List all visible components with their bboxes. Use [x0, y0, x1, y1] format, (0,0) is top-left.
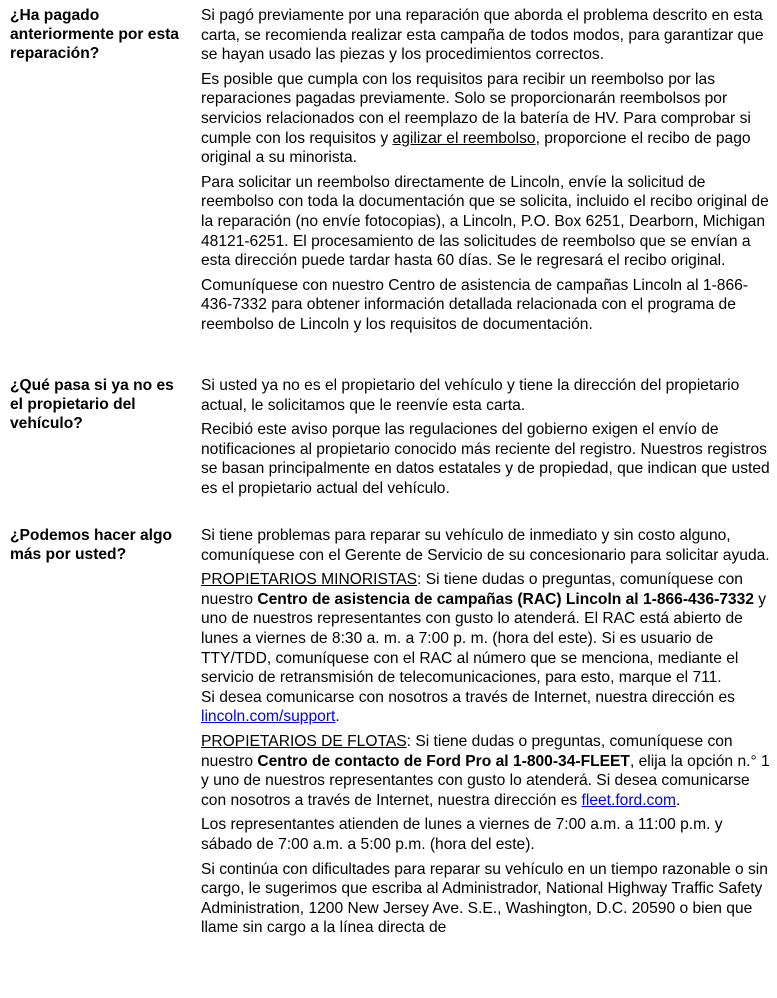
- paragraph: Si pagó previamente por una reparación que aborda el problema descrito en esta carta, se recomienda realizar esta campaña de todos modos, para garantizar que se hayan usado las piezas y los procedimientos correctos.: [201, 7, 764, 64]
- answer-prior-payment: [201, 6, 773, 340]
- paragraph: Para solicitar un reembolso directamente de Lincoln, envíe la solicitud de reembolso con toda la documentación que se solicita, incluido el recibo original de la reparación (no envíe fotocopias), a Lincoln, P.O. Box 6251, Dearborn, Michigan 48121-6251. El procesamiento de las solicitudes de reembolso que se envían a esta dirección puede tardar hasta 60 días. Se le regresará el recibo original.: [201, 173, 769, 270]
- fleet-owners-paragraph: PROPIETARIOS DE FLOTAS: Si tiene dudas o preguntas, comuníquese con nuestro Centro de contacto de Ford Pro al 1-800-34-FLEET, elija la opción n.° 1 y uno de nuestros representantes con gusto lo atenderá. Si desea comunicarse con nosotros a través de Internet, nuestra dirección es fleet.ford.com.: [201, 732, 770, 809]
- retail-owners-paragraph: PROPIETARIOS MINORISTAS: Si tiene dudas o preguntas, comuníquese con nuestro Centro de asistencia de campañas (RAC) Lincoln al 1-866-436-7332 y uno de nuestros representantes con gusto lo atenderá. El RAC está abierto de lunes a viernes de 8:30 a. m. a 7:00 p. m. (hora del este). Si es usuario de TTY/TDD, comuníquese con el RAC al número que se menciona, mediante el servicio de retransmisión de telecomunicaciones, para esto, marque el 711.: [201, 571, 767, 687]
- paragraph: Si tiene problemas para reparar su vehículo de inmediato y sin costo alguno, comuníquese con el Gerente de Servicio de su concesionario para solicitar ayuda.: [201, 527, 770, 564]
- internet-paragraph: Si desea comunicarse con nosotros a través de Internet, nuestra dirección es lincoln.com/support.: [201, 688, 735, 726]
- paragraph: Es posible que cumpla con los requisitos para recibir un reembolso por las reparaciones pagadas previamente. Solo se proporcionarán reembolsos por servicios relacionados con el reemplazo de la batería de HV. Para comprobar si cumple con los requisitos y agilizar el reembolso, proporcione el recibo de pago original a su minorista.: [201, 70, 751, 167]
- paragraph: Recibió este aviso porque las regulaciones del gobierno exigen el envío de notificaciones al propietario conocido más reciente del registro. Nuestros registros se basan principalmente en datos estatales y de propiedad, que indican que usted es el propietario actual del vehículo.: [201, 421, 770, 497]
- fleet-owners-label: PROPIETARIOS DE FLOTAS: [201, 732, 407, 750]
- question-not-owner: ¿Qué pasa si ya no es el propietario del vehículo?: [10, 377, 174, 432]
- paragraph: Si continúa con dificultades para reparar su vehículo en un tiempo razonable o sin cargo, le sugerimos que escriba al Administrador, National Highway Traffic Safety Administration, 1200 New Jersey Ave. S.E., Washington, D.C. 20590 o bien que llame sin cargo a la línea directa de: [201, 860, 768, 937]
- fleet-ford-link[interactable]: fleet.ford.com: [581, 791, 676, 809]
- paragraph: Los representantes atienden de lunes a viernes de 7:00 a.m. a 11:00 p.m. y sábado de 7:00 a.m. a 5:00 p.m. (hora del este).: [201, 816, 723, 853]
- ford-pro-phone: Centro de contacto de Ford Pro al 1-800-34-FLEET: [257, 752, 630, 770]
- answer-more-help: [201, 526, 773, 943]
- question-prior-payment: ¿Ha pagado anteriormente por esta reparación?: [10, 7, 179, 62]
- rac-phone: Centro de asistencia de campañas (RAC) Lincoln al 1-866-436-7332: [257, 590, 754, 608]
- answer-not-owner: [201, 376, 773, 504]
- paragraph: Si usted ya no es el propietario del vehículo y tiene la dirección del propietario actual, le solicitamos que le reenvíe esta carta.: [201, 377, 740, 414]
- expedite-refund-link[interactable]: agilizar el reembolso: [392, 129, 536, 147]
- lincoln-support-link[interactable]: lincoln.com/support: [201, 708, 336, 726]
- question-more-help: ¿Podemos hacer algo más por usted?: [10, 527, 173, 563]
- paragraph: Comuníquese con nuestro Centro de asistencia de campañas Lincoln al 1-866-436-7332 para obtener información detallada relacionada con el programa de reembolso de Lincoln y los requisitos de documentación.: [201, 276, 748, 333]
- retail-owners-label: PROPIETARIOS MINORISTAS: [201, 571, 418, 589]
